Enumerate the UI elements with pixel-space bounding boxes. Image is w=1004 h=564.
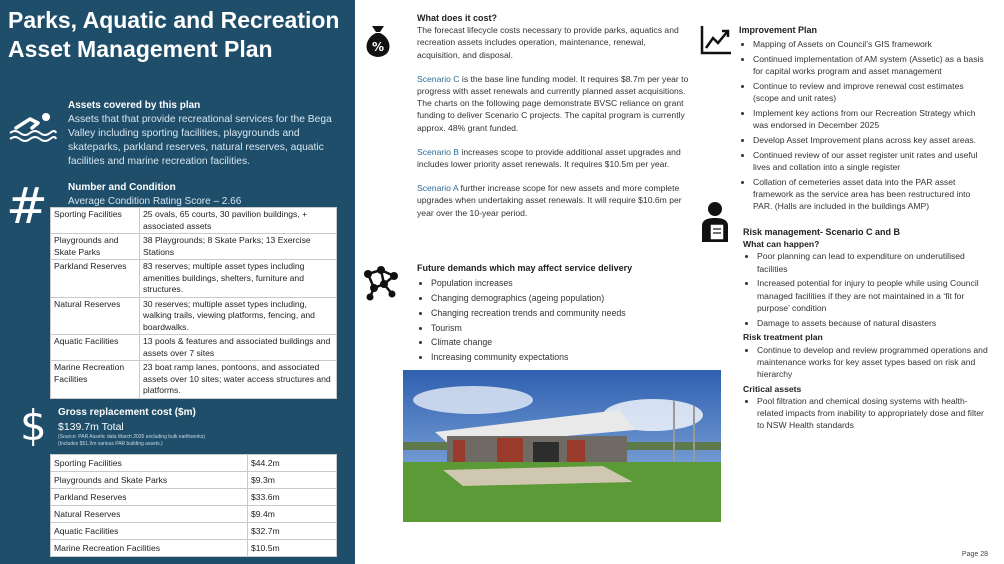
- money-bag-icon: [360, 22, 396, 60]
- sidebar-panel: [0, 0, 355, 564]
- risk-treatment-heading: Risk treatment plan: [743, 332, 823, 343]
- demands-list: [417, 277, 697, 363]
- list-item: • Continue to review and improve renewal cost estimates (scope and unit rates): [753, 80, 989, 104]
- scenario-b-para: [417, 146, 691, 170]
- condition-row: [51, 335, 337, 361]
- cost-note-source: (Source: PAR Assetic data March 2026 excluding bulk earthworks): [58, 434, 205, 440]
- condition-row-value: 23 boat ramp lanes, pontoons, and associated assets over 10 sites; water access structures and platforms.: [140, 361, 337, 399]
- avg-condition: Average Condition Rating Score – 2.66: [68, 196, 242, 207]
- assets-heading: Assets covered by this plan: [68, 100, 201, 111]
- cost-row-value: $10.5m: [248, 540, 337, 557]
- condition-row-value: 30 reserves; multiple asset types including, walking trails, viewing platforms, fencing, and boardwalks.: [140, 297, 337, 335]
- cost-row: [51, 540, 337, 557]
- cost-row-value: $9.4m: [248, 506, 337, 523]
- page-title: Parks, Aquatic and Recreation Asset Management Plan: [8, 7, 340, 62]
- condition-row: [51, 361, 337, 399]
- demands-section: [417, 262, 697, 366]
- cost-row-label: Marine Recreation Facilities: [51, 540, 248, 557]
- cost-row-label: Natural Reserves: [51, 506, 248, 523]
- demands-heading: Future demands which may affect service delivery: [417, 263, 633, 273]
- cost-row: [51, 523, 337, 540]
- condition-row-label: Natural Reserves: [51, 297, 140, 335]
- list-item: • Increasing community expectations: [431, 351, 697, 363]
- list-item: • Population increases: [431, 277, 697, 289]
- assets-text: Assets that that provide recreational services for the Bega Valley including sporting facilities, playgrounds and skateparks, parkland reserves, natural reserves, aquatic facilities and marine recreation facilities.: [68, 114, 332, 167]
- list-item: • Damage to assets because of natural disasters: [757, 317, 989, 329]
- cost-heading: What does it cost?: [417, 13, 498, 23]
- cost-row-label: Playgrounds and Skate Parks: [51, 472, 248, 489]
- condition-row-value: 13 pools & features and associated buildings and assets over 7 sites: [140, 335, 337, 361]
- condition-row-value: 25 ovals, 65 courts, 30 pavilion buildings, + associated assets: [140, 208, 337, 234]
- cost-row-value: $33.6m: [248, 489, 337, 506]
- improvement-section: [739, 24, 989, 215]
- improvement-heading: Improvement Plan: [739, 25, 818, 35]
- list-item: • Continued implementation of AM system (Assetic) as a basis for capital works program and asset management: [753, 53, 989, 77]
- cost-section: [417, 12, 691, 231]
- improvement-list: [739, 38, 989, 212]
- list-item: • Climate change: [431, 336, 697, 348]
- risk-heading: Risk management- Scenario C and B: [743, 227, 901, 237]
- list-item: • Tourism: [431, 322, 697, 334]
- hash-icon: #: [6, 177, 48, 235]
- cost-row-label: Parkland Reserves: [51, 489, 248, 506]
- list-item: • Increased potential for injury to people while using Council managed facilities if they are not maintained in a ‘fit for purpose’ condition: [757, 277, 989, 314]
- cost-row: [51, 506, 337, 523]
- condition-row-label: Playgrounds and Skate Parks: [51, 234, 140, 260]
- condition-row-value: 83 reserves; multiple asset types including amenities buildings, shelters, furniture and structures.: [140, 260, 337, 298]
- scenario-a-text: further increase scope for new assets and more complete upgrades when undertaking asset renewals. It will require $10.6m per year over the 10-year period.: [417, 183, 682, 218]
- risk-treatment-list: [743, 344, 989, 381]
- scenario-a-para: [417, 182, 691, 219]
- scenario-c-label: Scenario C: [417, 73, 460, 84]
- condition-row-label: Sporting Facilities: [51, 208, 140, 234]
- dollar-icon: $: [20, 401, 47, 450]
- list-item: • Changing recreation trends and community needs: [431, 307, 697, 319]
- list-item: • Continue to develop and review programmed operations and maintenance works for key asset types based on risk and hierarchy: [757, 344, 989, 381]
- list-item: • Changing demographics (ageing population): [431, 292, 697, 304]
- person-clipboard-icon: [698, 200, 732, 244]
- condition-table: [50, 207, 337, 399]
- condition-row-label: Aquatic Facilities: [51, 335, 140, 361]
- facility-photo: [403, 370, 721, 522]
- cost-row-value: $32.7m: [248, 523, 337, 540]
- page-number: Page 28: [961, 551, 988, 558]
- swimmer-icon: [8, 108, 58, 144]
- condition-row: [51, 260, 337, 298]
- scenario-c-para: [417, 73, 691, 134]
- replacement-cost-table: [50, 454, 337, 557]
- condition-row: [51, 234, 337, 260]
- list-item: • Continued review of our asset register unit rates and useful lives and collation into a single register: [753, 149, 989, 173]
- risk-what-heading: What can happen?: [743, 239, 820, 250]
- list-item: • Pool filtration and chemical dosing systems with health-related impacts from inability to appropriately dose and filter to NSW Health standards: [757, 395, 989, 432]
- cost-row-label: Sporting Facilities: [51, 455, 248, 472]
- critical-assets-list: [743, 395, 989, 432]
- cost-row-value: $44.2m: [248, 455, 337, 472]
- number-heading: Number and Condition: [68, 182, 176, 193]
- condition-row-value: 38 Playgrounds; 8 Skate Parks; 13 Exercise Stations: [140, 234, 337, 260]
- scenario-b-label: Scenario B: [417, 146, 460, 157]
- cost-row: [51, 472, 337, 489]
- scenario-a-label: Scenario A: [417, 183, 459, 194]
- cost-heading: Gross replacement cost ($m): [58, 407, 196, 418]
- list-item: • Poor planning can lead to expenditure on underutilised facilities: [757, 250, 989, 274]
- scenario-c-text: is the base line funding model. It requires $8.7m per year to progress with asset renewals and currently planned asset acquisitions. The charts on the following page demonstrate BVSC reliance on grant funding to deliver Scenario C projects. The capital program is currently approx. 48% grant funded.: [417, 73, 689, 133]
- condition-row-label: Parkland Reserves: [51, 260, 140, 298]
- cost-intro: The forecast lifecycle costs necessary to provide parks, aquatics and recreation assets includes operation, maintenance, renewal, acquisition, and disposal.: [417, 25, 679, 60]
- cost-row-value: $9.3m: [248, 472, 337, 489]
- cost-row: [51, 489, 337, 506]
- trend-chart-icon: [699, 24, 733, 56]
- cost-row-label: Aquatic Facilities: [51, 523, 248, 540]
- risk-what-list: [743, 250, 989, 328]
- list-item: • Develop Asset Improvement plans across key asset areas.: [753, 134, 989, 146]
- condition-row: [51, 208, 337, 234]
- cost-row: [51, 455, 337, 472]
- condition-row-label: Marine Recreation Facilities: [51, 361, 140, 399]
- cost-note-buildings: (Includes $51.9m various PAR building assets.): [58, 441, 163, 447]
- network-icon: [360, 262, 402, 302]
- risk-section: [743, 226, 989, 434]
- critical-assets-heading: Critical assets: [743, 383, 802, 394]
- condition-row: [51, 297, 337, 335]
- list-item: • Implement key actions from our Recreation Strategy which was endorsed in December 2025: [753, 107, 989, 131]
- list-item: • Mapping of Assets on Council’s GIS framework: [753, 38, 989, 50]
- list-item: • Collation of cemeteries asset data into the PAR asset framework as the service area has been restructured into PAR. (Halls are included in the buildings AMP): [753, 176, 989, 213]
- cost-total: $139.7m Total: [58, 421, 124, 433]
- svg-text:%: %: [371, 40, 385, 54]
- scenario-b-text: increases scope to provide additional asset upgrades and includes lower priority asset renewals. It requires $10.5m per year.: [417, 146, 681, 170]
